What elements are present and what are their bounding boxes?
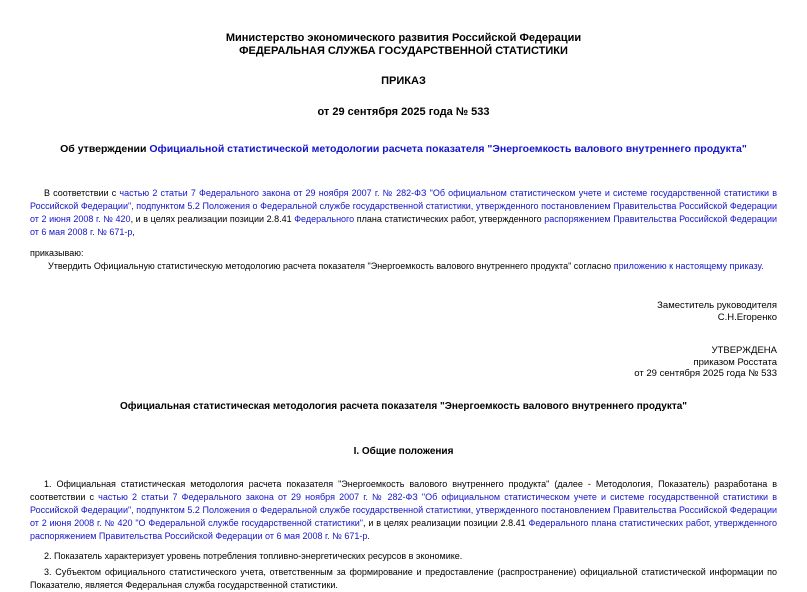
document-link[interactable]: частью 2 статьи 7 Федерального закона от 29 ноября 2007 г. № 282-ФЗ "Об официальном статистическом учете и системе государственной статистики в Российской Федерации", подпунктом 5.2 Положения о Федеральной службе государственной статистики, утвержденного постановлением Правительства Российской Федерации от 2 июня 2008 г. № 420 "О Федеральной службе государственной статистики" xyxy=(30,491,777,528)
doc-date: от 29 сентября 2025 года № 533 xyxy=(317,106,490,118)
text-segment: Утвердить Официальную статистическую методологию расчета показателя "Энергоемкость валового внутреннего продукта" согласно xyxy=(48,261,614,271)
text-segment: 3. Субъектом официального статистического учета, ответственным за формирование и предоставление (распространение) официальной статистической информации по Показателю, является Федеральная служба государственной статистики. xyxy=(30,566,777,590)
document-link[interactable]: приложению к настоящему приказу. xyxy=(613,261,764,271)
order-paragraph xyxy=(30,260,777,273)
text-segment: плана статистических работ, утвержденного xyxy=(354,214,545,224)
doc-type: ПРИКАЗ xyxy=(381,75,426,87)
text-segment: , и в целях реализации позиции 2.8.41 xyxy=(362,517,529,528)
signer-position: Заместитель руководителя xyxy=(657,300,777,311)
section-title: I. Общие положения xyxy=(353,445,454,457)
methodology-title: Официальная статистическая методология расчета показателя "Энергоемкость валового внутреннего продукта" xyxy=(119,400,688,412)
text-segment: , xyxy=(132,227,135,237)
doc-title xyxy=(30,143,777,156)
approval-by: приказом Росстата xyxy=(693,356,777,368)
ministry-name: Министерство экономического развития Российской Федерации xyxy=(225,32,582,44)
approval-block xyxy=(30,345,777,380)
service-name: ФЕДЕРАЛЬНАЯ СЛУЖБА ГОСУДАРСТВЕННОЙ СТАТИСТИКИ xyxy=(239,45,568,57)
text-segment: 1. Официальная статистическая методология расчета показателя "Энергоемкость валового внутреннего продукта" (далее - Методология, Показатель) разработана в соответствии с xyxy=(30,478,777,502)
text-segment: 2. Показатель характеризует уровень потребления топливно-энергетических ресурсов в экономике. xyxy=(44,550,463,561)
approval-status: УТВЕРЖДЕНА xyxy=(711,345,777,356)
text-segment: , и в целях реализации позиции 2.8.41 xyxy=(130,214,295,224)
approval-date: от 29 сентября 2025 года № 533 xyxy=(634,368,777,379)
signer-name: С.Н.Егоренко xyxy=(717,311,777,323)
document-link[interactable]: частью 2 статьи 7 Федерального закона от 29 ноября 2007 г. № 282-ФЗ "Об официальном статистическом учете и системе государственной статистики в Российской Федерации", подпунктом 5.2 Положения о Федеральной службе государственной статистики, утвержденного постановлением Правительства Российской Федерации от 2 июня 2008 г. № 420 xyxy=(30,188,777,224)
order-lead: приказываю: xyxy=(30,248,84,258)
document-link[interactable]: Федерального xyxy=(294,214,355,224)
document-link[interactable]: Федерального плана статистических работ, утвержденного распоряжением Правительства Российской Федерации от 6 мая 2008 г. № 671-р xyxy=(30,517,778,541)
document-link[interactable]: Официальной статистической методологии расчета показателя "Энергоемкость валового внутреннего продукта" xyxy=(149,143,747,155)
paragraph-2 xyxy=(30,550,777,563)
document-link[interactable]: распоряжением Правительства Российской Федерации от 6 мая 2008 г. № 671-р xyxy=(30,214,778,237)
text-segment: Об утверждении xyxy=(60,143,150,155)
preamble-paragraph xyxy=(30,187,777,239)
document-header xyxy=(30,32,777,58)
paragraph-1 xyxy=(30,478,777,543)
text-segment: В соответствии с xyxy=(44,188,120,198)
paragraph-3 xyxy=(30,566,777,592)
text-segment: . xyxy=(367,530,370,541)
signature-block xyxy=(30,300,777,323)
